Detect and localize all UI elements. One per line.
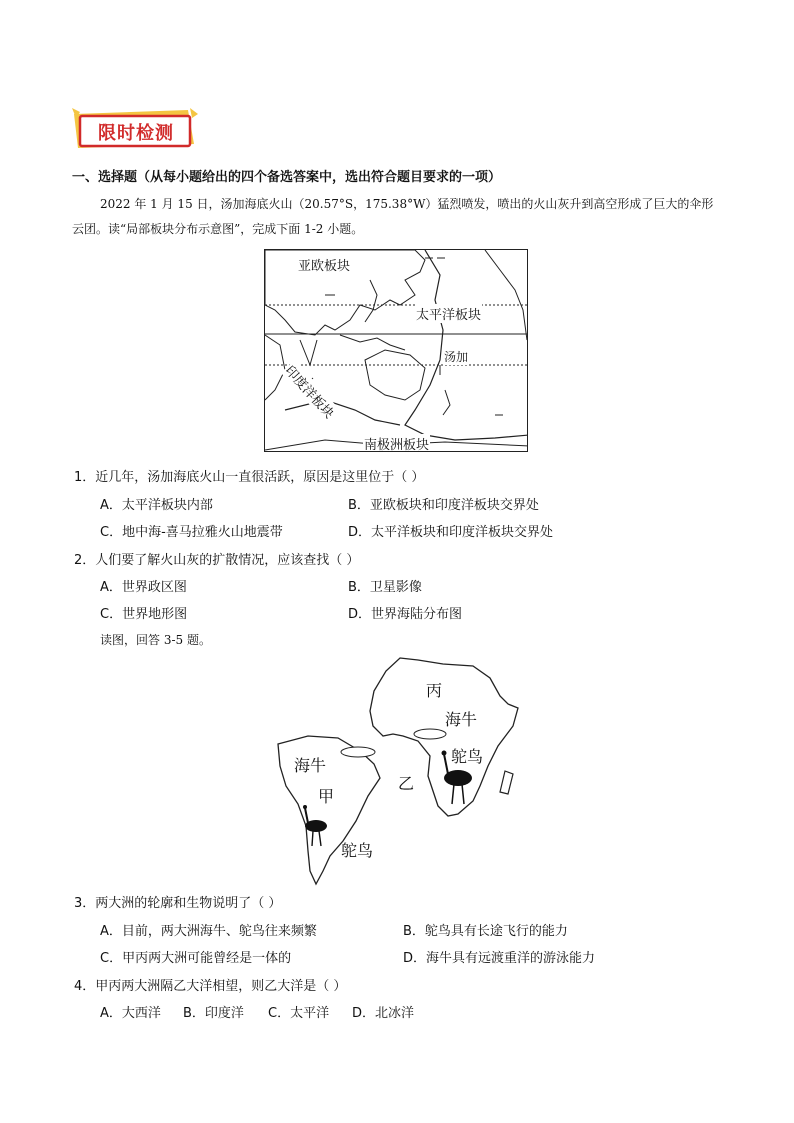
label-ostrich-south-america: 鸵鸟 <box>341 841 374 860</box>
q3-option-c[interactable]: C．甲丙两大洲可能曾经是一体的 <box>100 951 292 966</box>
question-3: 3．两大洲的轮廓和生物说明了（ ） <box>74 896 282 911</box>
q2-option-b[interactable]: B．卫星影像 <box>348 580 422 595</box>
q3-option-b[interactable]: B．鸵鸟具有长途飞行的能力 <box>403 924 568 939</box>
q1-option-d[interactable]: D．太平洋板块和印度洋板块交界处 <box>348 525 554 540</box>
label-pacific-plate: 太平洋板块 <box>415 304 482 323</box>
plate-map <box>264 249 528 452</box>
q2-option-c[interactable]: C．世界地形图 <box>100 607 188 622</box>
label-antarctic-plate: 南极洲板块 <box>363 434 430 452</box>
label-jia: 甲 <box>318 787 335 806</box>
q1-option-b[interactable]: B．亚欧板块和印度洋板块交界处 <box>348 498 539 513</box>
plate-map-drawing <box>265 250 528 452</box>
section-title: 一、选择题（从每小题给出的四个备选答案中，选出符合题目要求的一项） <box>72 170 502 185</box>
section-badge <box>70 106 202 152</box>
badge-text: 限时检测 <box>98 123 174 144</box>
label-yi: 乙 <box>398 774 415 793</box>
q4-option-c[interactable]: C．太平洋 <box>268 1006 330 1021</box>
q1-option-c[interactable]: C．地中海-喜马拉雅火山地震带 <box>100 525 283 540</box>
label-eurasian-plate: 亚欧板块 <box>297 255 351 274</box>
label-indian-plate: 印度洋板块 <box>281 360 340 423</box>
label-ostrich-africa: 鸵鸟 <box>451 747 484 766</box>
q2-option-d[interactable]: D．世界海陆分布图 <box>348 607 463 622</box>
label-manatee-africa: 海牛 <box>445 710 478 729</box>
label-manatee-south-america: 海牛 <box>294 756 327 775</box>
q3-option-d[interactable]: D．海牛具有远渡重洋的游泳能力 <box>403 951 596 966</box>
question-4: 4．甲丙两大洲隔乙大洋相望，则乙大洋是（ ） <box>74 979 347 994</box>
label-bing: 丙 <box>426 681 443 700</box>
q3-option-a[interactable]: A．目前，两大洲海牛、鸵鸟往来频繁 <box>100 924 317 939</box>
read-prompt: 读图，回答 3-5 题。 <box>100 633 211 647</box>
label-tonga: 汤加 <box>444 350 469 364</box>
question-1: 1．近几年，汤加海底火山一直很活跃，原因是这里位于（ ） <box>74 470 425 485</box>
continent-map <box>268 656 528 886</box>
intro-paragraph: 2022 年 1 月 15 日，汤加海底火山（20.57°S，175.38°W）猛烈喷发，喷出的火山灰升到高空形成了巨大的伞形云团。读“局部板块分布示意图”，完成下面 1-2 小题。 <box>72 197 714 236</box>
q4-option-a[interactable]: A．大西洋 <box>100 1006 161 1021</box>
q4-option-b[interactable]: B．印度洋 <box>183 1006 244 1021</box>
q4-option-d[interactable]: D．北冰洋 <box>352 1006 415 1021</box>
q1-option-a[interactable]: A．太平洋板块内部 <box>100 498 213 513</box>
question-2: 2．人们要了解火山灰的扩散情况，应该查找（ ） <box>74 553 360 568</box>
q2-option-a[interactable]: A．世界政区图 <box>100 580 187 595</box>
